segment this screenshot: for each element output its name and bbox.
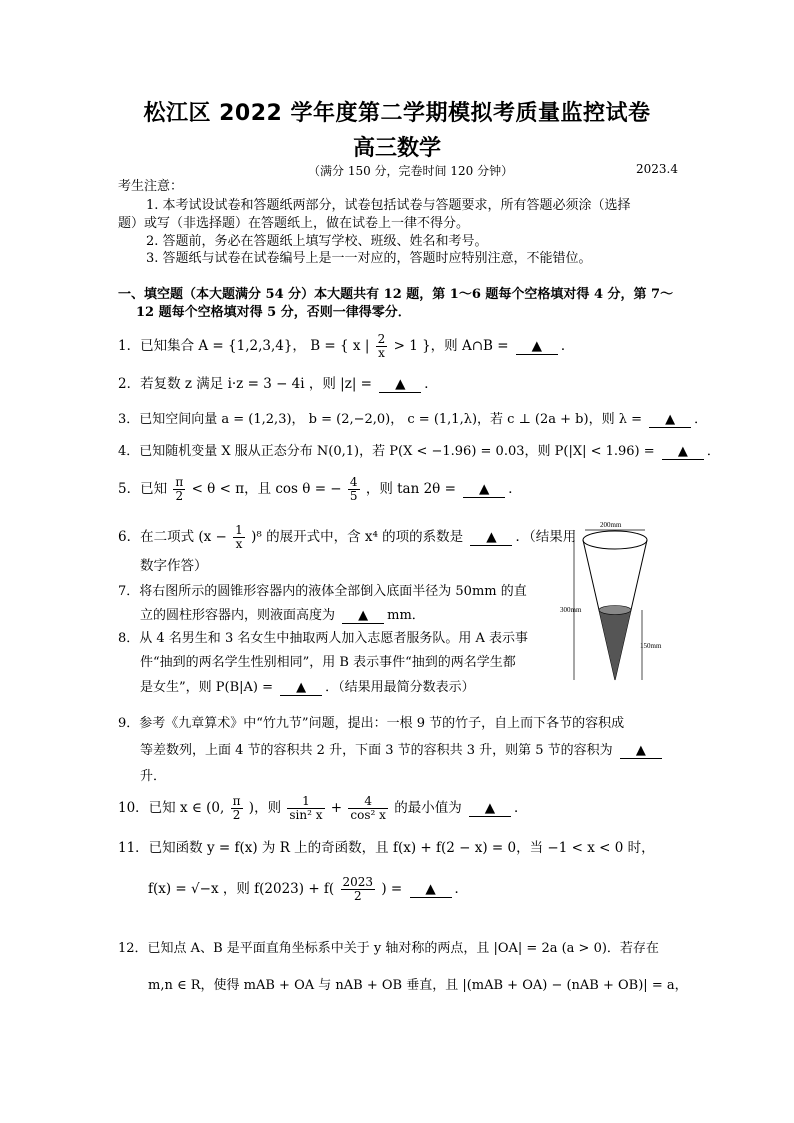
- q1-fraction: $\frac{2}{x}$: [377, 332, 386, 361]
- q7-answer-blank[interactable]: ▲: [342, 609, 384, 624]
- cone-figure: [560, 520, 670, 690]
- notice-item-3: 3. 答题纸与试卷在试卷编号上是一一对应的，答题时应特别注意，不能错位。: [146, 251, 592, 266]
- cone-rim: [583, 531, 647, 549]
- question-6-cont: 数字作答）: [140, 558, 208, 574]
- question-5: 5．已知 $\frac{\pi}{2}$ < θ < π，且 cos θ = − $\frac{4}{5}$ ，则 tan 2θ = ▲ ．: [118, 475, 522, 504]
- question-6: 6．在二项式 (x − $\frac{1}{x}$ )⁸ 的展开式中，含 x⁴ 的项的系数是 ▲ ．（结果用: [118, 523, 577, 552]
- q10-answer-blank[interactable]: ▲: [469, 801, 511, 817]
- q10-fraction-cos: $\frac{4}{\text{cos² x}}$: [350, 794, 386, 823]
- q1-answer-blank[interactable]: ▲: [516, 339, 558, 355]
- q3-text: 3．已知空间向量 a = (1,2,3)， b = (2,−2,0)， c = (1,1,λ)，若 c ⊥ (2a + b)，则 λ =: [118, 412, 642, 427]
- notice-item-1: 1. 本考试设试卷和答题纸两部分，试卷包括试卷与答题要求，所有答题必须涂（选择: [146, 198, 631, 213]
- q2-text: 2．若复数 z 满足 i·z = 3 − 4i ，则 |z| =: [118, 376, 372, 392]
- q1-text-post: > 1 }，则 A∩B =: [393, 338, 509, 355]
- section-heading-cont: 12 题每个空格填对得 5 分，否则一律得零分．: [136, 305, 411, 320]
- q5-fraction-4-5: $\frac{4}{5}$: [349, 475, 358, 504]
- question-12: 12．已知点 A、B 是平面直角坐标系中关于 y 轴对称的两点，且 |OA| = 2a (a > 0)．若存在: [118, 941, 659, 956]
- question-9-cont-2: 升．: [140, 769, 167, 784]
- notice-item-1-cont: 题）或写（非选择题）在答题纸上，做在试卷上一律不得分。: [118, 216, 470, 231]
- liquid-fill: [599, 610, 631, 680]
- question-4: 4．已知随机变量 X 服从正态分布 N(0,1)，若 P(X < −1.96) = 0.03，则 P(|X| < 1.96) = ▲ ．: [118, 444, 720, 459]
- q4-text: 4．已知随机变量 X 服从正态分布 N(0,1)，若 P(X < −1.96) = 0.03，则 P(|X| < 1.96) =: [118, 444, 655, 459]
- liquid-surface: [599, 606, 631, 615]
- q5-answer-blank[interactable]: ▲: [463, 482, 505, 498]
- section-heading: 一、填空题（本大题满分 54 分）本大题共有 12 题，第 1～6 题每个空格填对得 4 分，第 7～: [118, 287, 674, 302]
- question-8-cont-2: 是女生”，则 P(B|A) = ▲ ．（结果用最简分数表示）: [140, 680, 475, 695]
- q3-answer-blank[interactable]: ▲: [649, 413, 691, 428]
- q8-answer-blank[interactable]: ▲: [280, 681, 322, 696]
- question-9: 9．参考《九章算术》中“竹九节”问题，提出：一根 9 节的竹子，自上而下各节的容积成: [118, 716, 625, 731]
- question-11: 11．已知函数 y = f(x) 为 R 上的奇函数，且 f(x) + f(2 − x) = 0，当 −1 < x < 0 时，: [118, 840, 655, 856]
- q4-answer-blank[interactable]: ▲: [662, 445, 704, 460]
- score-time: （满分 150 分，完卷时间 120 分钟）: [308, 164, 514, 178]
- question-9-cont: 等差数列，上面 4 节的容积共 2 升，下面 3 节的容积共 3 升，则第 5 节的容积为 ▲: [140, 744, 665, 759]
- q11-fraction: $\frac{2023}{2}$: [342, 875, 374, 904]
- question-11-cont: f(x) = √−x ，则 f(2023) + f( $\frac{2023}{2}$ ) = ▲ ．: [148, 875, 469, 904]
- q1-text: 1．已知集合 A = {1,2,3,4}， B = { x |: [118, 338, 370, 355]
- q6-fraction: $\frac{1}{x}$: [235, 523, 243, 552]
- exam-title: 松江区 2022 学年度第二学期模拟考质量监控试卷: [143, 101, 651, 126]
- liquid-height-label: 150mm: [640, 642, 662, 650]
- question-2: 2．若复数 z 满足 i·z = 3 − 4i ，则 |z| = ▲ ．: [118, 376, 438, 392]
- q6-answer-blank[interactable]: ▲: [470, 530, 512, 546]
- top-dimension-label: 200mm: [600, 521, 622, 529]
- cone-diagram: [560, 520, 670, 690]
- question-12-cont: m,n ∈ R，使得 mAB + OA 与 nAB + OB 垂直，且 |(mAB + OA) − (nAB + OB)| = a，: [148, 978, 688, 993]
- question-10: 10．已知 x ∈ (0, $\frac{\pi}{2}$ )，则 $\frac{1}{\text{sin² x}}$ + $\frac{4}{\text{cos² x}}$ 的最小值为 ▲ ．: [118, 794, 528, 823]
- q10-fraction-sin: $\frac{1}{\text{sin² x}}$: [289, 794, 323, 823]
- q11-answer-blank[interactable]: ▲: [410, 882, 452, 898]
- question-8: 8．从 4 名男生和 3 名女生中抽取两人加入志愿者服务队。用 A 表示事: [118, 631, 528, 646]
- question-8-cont: 件“抽到的两名学生性别相同”，用 B 表示事件“抽到的两名学生都: [140, 655, 516, 670]
- height-label: 300mm: [560, 606, 582, 614]
- notice-item-2: 2. 答题前，务必在答题纸上填写学校、班级、姓名和考号。: [146, 234, 488, 249]
- question-1: 1．已知集合 A = {1,2,3,4}， B = { x | $\frac{2}{x}$ > 1 }，则 A∩B = ▲ ．: [118, 332, 575, 361]
- exam-date: 2023.4: [636, 162, 678, 176]
- notice-label: 考生注意：: [118, 179, 184, 194]
- question-3: 3．已知空间向量 a = (1,2,3)， b = (2,−2,0)， c = (1,1,λ)，若 c ⊥ (2a + b)，则 λ = ▲ ．: [118, 412, 708, 427]
- exam-subtitle: 高三数学: [352, 136, 441, 161]
- q10-fraction-pi-2: $\frac{\pi}{2}$: [232, 794, 241, 823]
- q9-answer-blank[interactable]: ▲: [620, 744, 662, 759]
- question-7: 7．将右图所示的圆锥形容器内的液体全部倒入底面半径为 50mm 的直: [118, 584, 527, 599]
- q2-answer-blank[interactable]: ▲: [379, 377, 421, 393]
- q5-fraction-pi-2: $\frac{\pi}{2}$: [175, 475, 184, 504]
- question-7-cont: 立的圆柱形容器内，则液面高度为 ▲ mm．: [140, 608, 425, 623]
